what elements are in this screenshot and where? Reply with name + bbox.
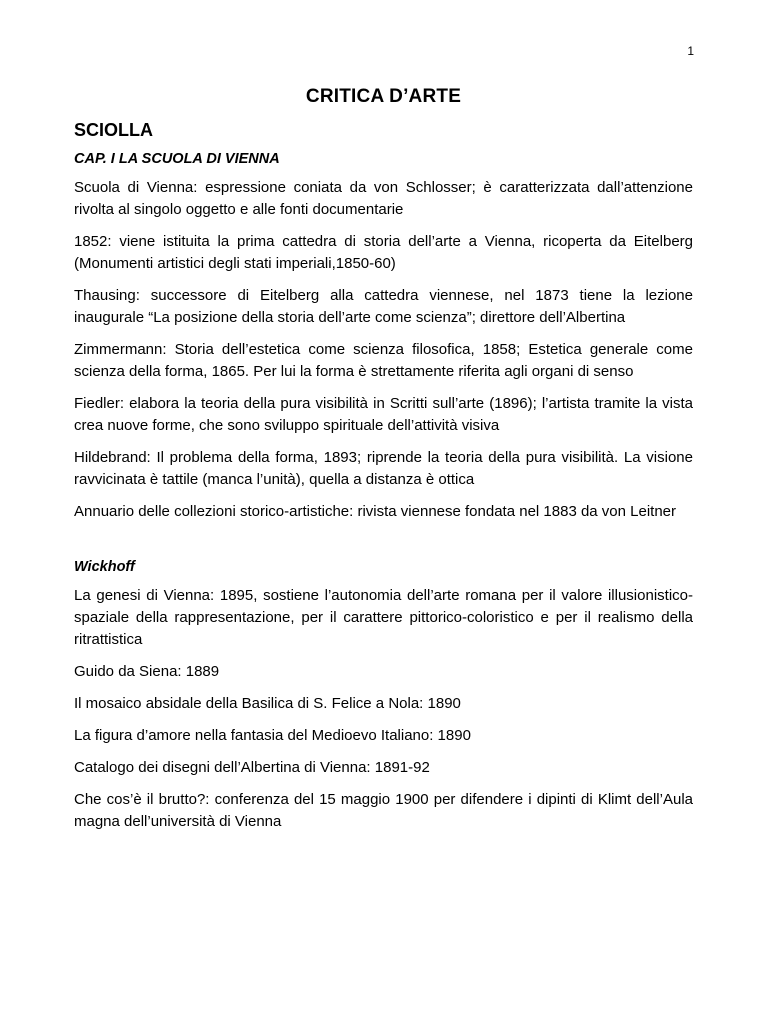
page-number: 1: [687, 44, 694, 58]
paragraph: La genesi di Vienna: 1895, sostiene l’autonomia dell’arte romana per il valore illusionistico-spaziale della rappresentazione, per il carattere pittorico-coloristico e per il realismo della ritrattistica: [74, 587, 693, 648]
paragraph: Fiedler: elabora la teoria della pura visibilità in Scritti sull’arte (1896); l’artista tramite la vista crea nuove forme, che sono sviluppo spirituale dell’attività visiva: [74, 395, 693, 434]
paragraph: Annuario delle collezioni storico-artistiche: rivista viennese fondata nel 1883 da von Leitner: [74, 503, 677, 520]
paragraph: Scuola di Vienna: espressione coniata da von Schlosser; è caratterizzata dall’attenzione rivolta al singolo oggetto e alle fonti documentarie: [74, 179, 693, 218]
paragraph: 1852: viene istituita la prima cattedra di storia dell’arte a Vienna, ricoperta da Eitelberg (Monumenti artistici degli stati imperiali,1850-60): [74, 233, 693, 272]
paragraph: Zimmermann: Storia dell’estetica come scienza filosofica, 1858; Estetica generale come scienza della forma, 1865. Per lui la forma è strettamente riferita agli organi di senso: [74, 341, 693, 380]
paragraph: Guido da Siena: 1889: [74, 663, 220, 680]
paragraph: Catalogo dei disegni dell’Albertina di Vienna: 1891-92: [74, 759, 430, 776]
paragraph: La figura d’amore nella fantasia del Medioevo Italiano: 1890: [74, 727, 471, 744]
document-body: [74, 86, 693, 843]
author-heading: SCIOLLA: [74, 120, 153, 140]
paragraph: Che cos’è il brutto?: conferenza del 15 maggio 1900 per difendere i dipinti di Klimt dell’Aula magna dell’università di Vienna: [74, 791, 693, 830]
paragraph: Hildebrand: Il problema della forma, 1893; riprende la teoria della pura visibilità. La visione ravvicinata è tattile (manca l’unità), quella a distanza è ottica: [74, 449, 693, 488]
document-title: CRITICA D’ARTE: [305, 86, 462, 107]
paragraph: Thausing: successore di Eitelberg alla cattedra viennese, nel 1873 tiene la lezione inaugurale “La posizione della storia dell’arte come scienza”; direttore dell’Albertina: [74, 287, 693, 326]
paragraph: Il mosaico absidale della Basilica di S. Felice a Nola: 1890: [74, 695, 461, 712]
section-heading: Wickhoff: [74, 559, 135, 575]
chapter-heading: CAP. I LA SCUOLA DI VIENNA: [74, 151, 280, 167]
section-spacer: [74, 533, 693, 559]
